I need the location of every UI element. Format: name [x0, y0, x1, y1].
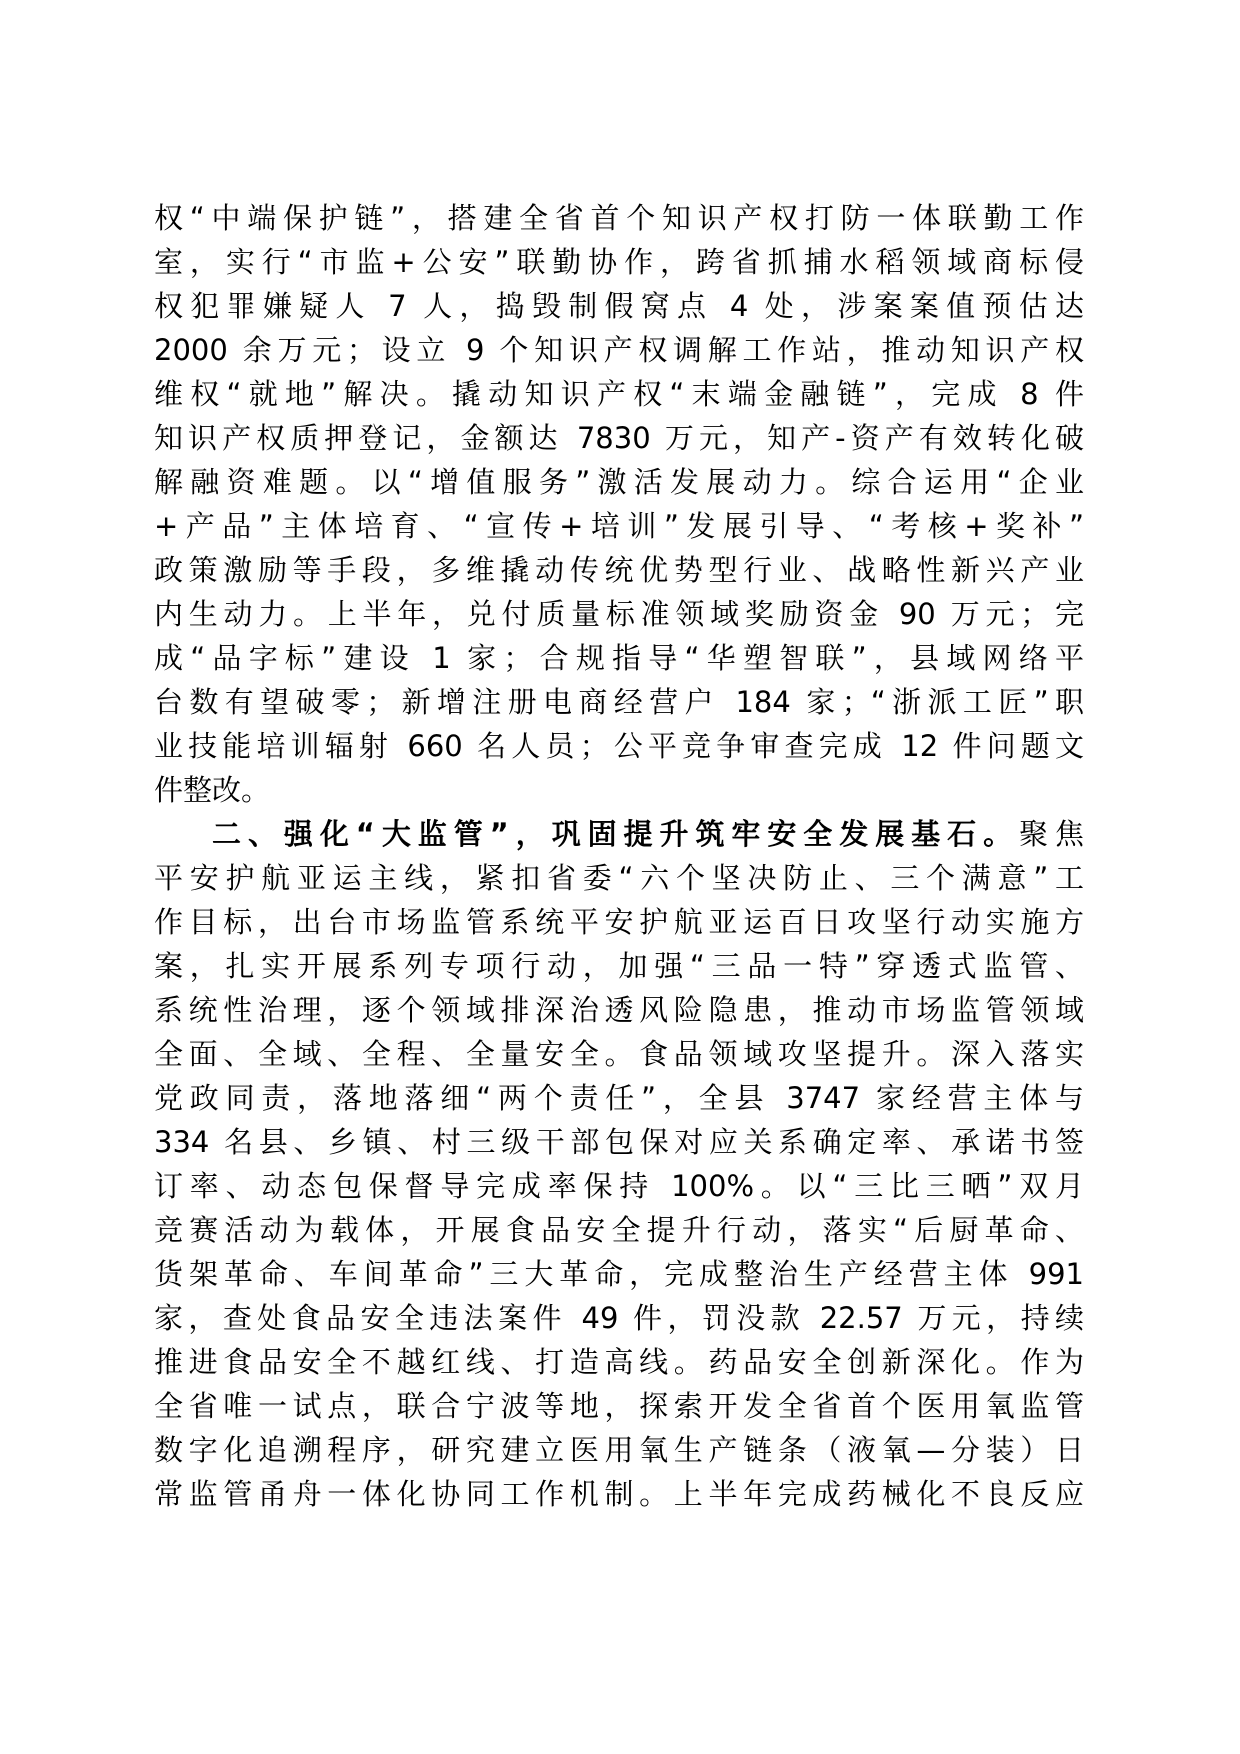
text-line: 权犯罪嫌疑人 7 人，捣毁制假窝点 4 处，涉案案值预估达 — [154, 289, 1084, 323]
text-line: 作目标，出台市场监管系统平安护航亚运百日攻坚行动实施方 — [154, 905, 1084, 939]
text-line: 2000 余万元；设立 9 个知识产权调解工作站，推动知识产权 — [154, 333, 1084, 367]
text-line: 业技能培训辐射 660 名人员；公平竞争审查完成 12 件问题文 — [154, 729, 1084, 763]
text-line: 件整改。 — [154, 773, 271, 807]
text-line: 334 名县、乡镇、村三级干部包保对应关系确定率、承诺书签 — [154, 1125, 1084, 1159]
text-line: 货架革命、车间革命”三大革命，完成整治生产经营主体 991 — [154, 1257, 1084, 1291]
text-line: 维权“就地”解决。撬动知识产权“末端金融链”，完成 8 件 — [154, 377, 1084, 411]
text-line: 竞赛活动为载体，开展食品安全提升行动，落实“后厨革命、 — [154, 1213, 1084, 1247]
paragraph-2 — [154, 812, 1084, 1516]
body-text — [154, 196, 1084, 1516]
text-line: 台数有望破零；新增注册电商经营户 184 家；“浙派工匠”职 — [154, 685, 1084, 719]
paragraph-1 — [154, 196, 1084, 812]
text-line: 政策激励等手段，多维撬动传统优势型行业、战略性新兴产业 — [154, 553, 1084, 587]
paragraph-2-first-line — [154, 812, 1084, 856]
text-line: 知识产权质押登记，金额达 7830 万元，知产-资产有效转化破 — [154, 421, 1084, 455]
text-line: 平安护航亚运主线，紧扣省委“六个坚决防止、三个满意”工 — [154, 861, 1084, 895]
text-line: 案，扎实开展系列专项行动，加强“三品一特”穿透式监管、 — [154, 949, 1084, 983]
section-heading: 二、强化“大监管”，巩固提升筑牢安全发展基石。 — [212, 817, 1020, 851]
text-line: 全省唯一试点，联合宁波等地，探索开发全省首个医用氧监管 — [154, 1389, 1084, 1423]
text-line: 数字化追溯程序，研究建立医用氧生产链条（液氧—分装）日 — [154, 1433, 1084, 1467]
text-line: 全面、全域、全程、全量安全。食品领域攻坚提升。深入落实 — [154, 1037, 1084, 1071]
text-line: 成“品字标”建设 1 家；合规指导“华塑智联”，县域网络平 — [154, 641, 1084, 675]
text-line: 权“中端保护链”，搭建全省首个知识产权打防一体联勤工作 — [154, 201, 1084, 235]
text-line: 常监管甬舟一体化协同工作机制。上半年完成药械化不良反应 — [154, 1477, 1084, 1511]
text-line: 内生动力。上半年，兑付质量标准领域奖励资金 90 万元；完 — [154, 597, 1084, 631]
text-line: 系统性治理，逐个领域排深治透风险隐患，推动市场监管领域 — [154, 993, 1084, 1027]
paragraph-2-first-line-rest: 聚焦 — [1019, 817, 1084, 851]
text-line: 解融资难题。以“增值服务”激活发展动力。综合运用“企业 — [154, 465, 1084, 499]
text-line: 订率、动态包保督导完成率保持 100%。以“三比三晒”双月 — [154, 1169, 1084, 1203]
text-line: 党政同责，落地落细“两个责任”，全县 3747 家经营主体与 — [154, 1081, 1084, 1115]
text-line: 推进食品安全不越红线、打造高线。药品安全创新深化。作为 — [154, 1345, 1084, 1379]
text-line: +产品”主体培育、“宣传+培训”发展引导、“考核+奖补” — [154, 509, 1084, 543]
text-line: 室，实行“市监+公安”联勤协作，跨省抓捕水稻领域商标侵 — [154, 245, 1084, 279]
text-line: 家，查处食品安全违法案件 49 件，罚没款 22.57 万元，持续 — [154, 1301, 1084, 1335]
